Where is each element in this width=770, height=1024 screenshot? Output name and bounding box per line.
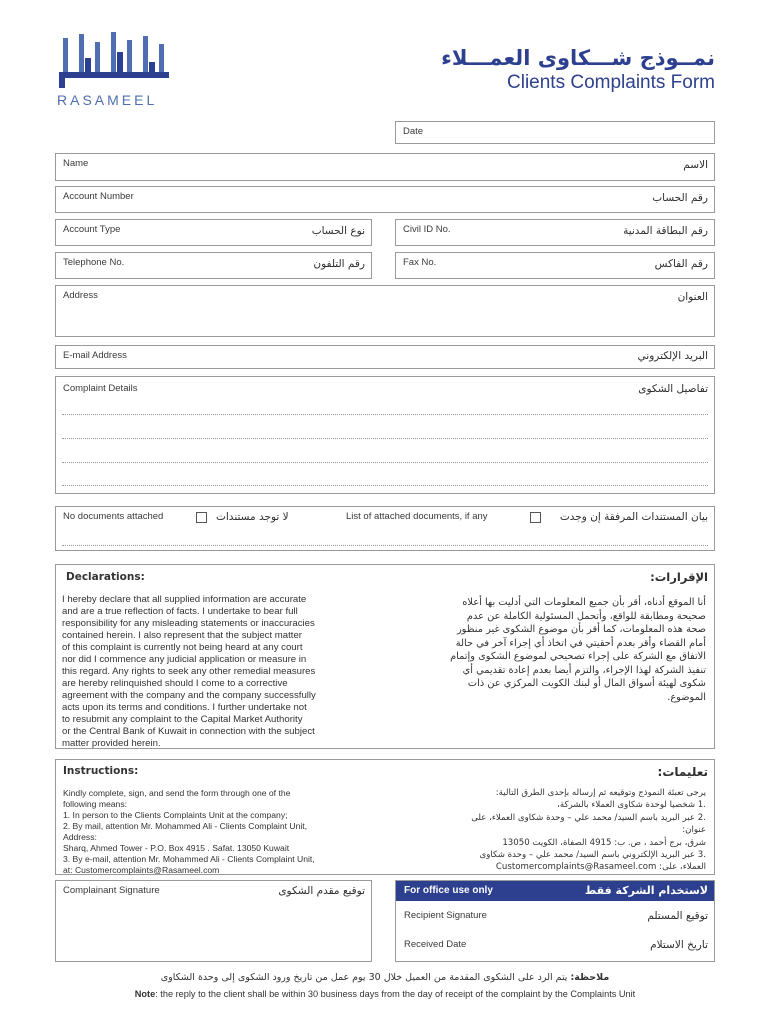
instruction-line-arabic: يرجى تعبئة النموذج وتوقيعه ثم إرساله بإحدى الطرق التالية:	[495, 788, 706, 798]
email-label: E-mail Address	[63, 350, 127, 361]
declaration-line-arabic: شكوى لهيئة أسواق المال أو لبنك الكويت المركزي عن ذات	[467, 678, 706, 689]
civil-id-field[interactable]	[395, 219, 715, 246]
declaration-line: or the Central Bank of Kuwait in connection with the subject	[62, 726, 315, 737]
email-label-arabic: البريد الإلكتروني	[637, 350, 708, 362]
civil-id-label-arabic: رقم البطاقة المدنية	[623, 225, 708, 237]
civil-id-label: Civil ID No.	[403, 224, 451, 235]
fax-field[interactable]	[395, 252, 715, 279]
footer-note-arabic-bold: ملاحظة:	[570, 972, 610, 983]
no-documents-label: No documents attached	[63, 511, 164, 522]
declaration-line: to resubmit any complaint to the Capital Market Authority	[62, 714, 303, 725]
name-field[interactable]	[55, 153, 715, 181]
declaration-line: responsibility for any misleading statements or inaccuracies	[62, 618, 315, 629]
account-number-label: Account Number	[63, 191, 134, 202]
rasameel-logo-icon	[55, 28, 175, 90]
complaint-line	[62, 438, 708, 439]
instructions-title-arabic: تعليمات:	[657, 765, 708, 779]
instruction-line-arabic: .1 شخصيا لوحدة شكاوى العملاء بالشركة،	[557, 800, 706, 811]
declaration-line: matter provided herein.	[62, 738, 161, 749]
brand-name: RASAMEEL	[57, 92, 158, 108]
footer-note-english-text: : the reply to the client shall be within 30 business days from the day of receipt of the complaint by the Complaints Unit	[155, 989, 636, 999]
account-type-label: Account Type	[63, 224, 121, 235]
complaint-line	[62, 485, 708, 486]
date-field[interactable]	[395, 121, 715, 144]
no-documents-label-arabic: لا توجد مستندات	[216, 511, 289, 523]
declarations-title-arabic: الإقرارات:	[650, 570, 708, 584]
office-use-title-arabic: لاستخدام الشركة فقط	[584, 884, 708, 897]
recipient-signature-label-arabic: توقيع المستلم	[647, 910, 708, 922]
instructions-text-en	[63, 788, 393, 876]
instruction-line-arabic: .3 عبر البريد الإلكتروني باسم السيد/ محمد علي – وحدة شكاوى	[479, 850, 706, 861]
address-label: Address	[63, 290, 98, 301]
declaration-line: of this complaint is currently not being heard at any court	[62, 642, 303, 653]
declaration-line: agreement with the company and the company successfully	[62, 690, 316, 701]
instructions-section	[55, 759, 715, 875]
complainant-signature-label-arabic: توقيع مقدم الشكوى	[278, 885, 365, 897]
complaint-details-field[interactable]	[55, 376, 715, 494]
declaration-line-arabic: تنفيذ الشركة لهذا الإجراء، والتزم أيضا بعدم إعادة تقديمي أي	[462, 664, 706, 676]
declaration-line: nor did I commence any judicial application or measure in	[62, 654, 307, 665]
title-english: Clients Complaints Form	[507, 72, 715, 93]
footer-note-english-bold: Note	[134, 989, 156, 999]
date-label: Date	[403, 126, 424, 137]
instruction-line: Address:	[63, 832, 97, 842]
instruction-line: Sharq, Ahmed Tower - P.O. Box 4915 . Safat. 13050 Kuwait	[63, 843, 290, 853]
name-label-arabic: الاسم	[683, 159, 708, 171]
address-field[interactable]	[55, 285, 715, 337]
instructions-title: Instructions:	[63, 765, 139, 777]
instruction-line: 1. In person to the Clients Complaints Unit at the company;	[63, 810, 288, 820]
complainant-signature-field[interactable]	[55, 880, 372, 962]
instruction-line: 2. By mail, attention Mr. Mohammed Ali - Clients Complaint Unit,	[63, 821, 308, 831]
attached-list-label-arabic: بيان المستندات المرفقة إن وجدت	[559, 511, 708, 523]
instruction-line-arabic: شرق، برج أحمد ، ص. ب: 4915 الصفاة، الكويت 13050	[502, 837, 706, 848]
instruction-line: 3. By e-mail, attention Mr. Mohammed Ali - Clients Complaint Unit,	[63, 854, 315, 864]
name-label: Name	[63, 158, 89, 169]
instruction-line-arabic: عنوان:	[682, 825, 706, 836]
footer-note-arabic	[0, 972, 770, 983]
complaint-line	[62, 462, 708, 463]
account-type-field[interactable]	[55, 219, 372, 246]
telephone-field[interactable]	[55, 252, 372, 279]
declaration-line: I hereby declare that all supplied information are accurate	[62, 594, 307, 605]
no-documents-checkbox[interactable]	[196, 512, 207, 523]
instruction-line-arabic: العملاء، على: Customercomplaints@Rasameel.com	[495, 862, 706, 873]
complaint-label-arabic: تفاصيل الشكوى	[638, 383, 708, 395]
fax-label: Fax No.	[403, 257, 437, 268]
declaration-line: contained herein. I also represent that the subject matter	[62, 630, 302, 641]
declarations-text-en	[62, 594, 368, 750]
instruction-line: Kindly complete, sign, and send the form through one of the	[63, 788, 291, 798]
telephone-label-arabic: رقم التلفون	[313, 258, 365, 270]
footer-note-english	[0, 989, 770, 999]
account-type-label-arabic: نوع الحساب	[311, 225, 365, 237]
declarations-section	[55, 564, 715, 749]
office-use-header	[396, 881, 714, 901]
declaration-line: and are a true reflection of facts. I undertake to bear full	[62, 606, 298, 617]
declarations-title: Declarations:	[66, 571, 145, 583]
attached-list-checkbox[interactable]	[530, 512, 541, 523]
complainant-signature-label: Complainant Signature	[63, 885, 160, 896]
received-date-label: Received Date	[404, 939, 467, 950]
declaration-line-arabic: الاتفاق مع الشركة على إجراء تصحيحي لموضوع الشكوى وإتمام	[450, 651, 706, 662]
office-use-title: For office use only	[404, 885, 493, 896]
declaration-line: are hereby relinquished should I come to a corrective	[62, 678, 288, 689]
footer-note-arabic-text: يتم الرد على الشكوى المقدمة من العميل خلال 30 يوم عمل من تاريخ ورود الشكوى إلى وحدة الشكاوى	[160, 972, 568, 983]
recipient-signature-label: Recipient Signature	[404, 910, 487, 921]
declaration-line-arabic: أمام القضاء وأقر بعدم أحقيتي في اتخاذ أي إجراء آخر في حالة	[455, 637, 706, 649]
complaint-line	[62, 414, 708, 415]
instruction-line: at: Customercomplaints@Rasameel.com	[63, 865, 220, 875]
attachments-section	[55, 506, 715, 551]
account-number-field[interactable]	[55, 186, 715, 213]
logo	[55, 28, 175, 110]
declaration-line: acts upon its terms and conditions. I further undertake not	[62, 702, 307, 713]
declaration-line-arabic: صحيحة ومطابقة للواقع، وأتحمل المسئولية الكاملة عن عدم	[466, 610, 706, 622]
title-arabic: نمــوذج شـــكاوى العمـــلاء	[441, 46, 715, 70]
office-use-section	[395, 880, 715, 962]
attached-list-label: List of attached documents, if any	[346, 511, 488, 522]
complaint-label: Complaint Details	[63, 383, 138, 394]
telephone-label: Telephone No.	[63, 257, 125, 268]
declaration-line-arabic: صحة هذه المعلومات، كما أقر بأن موضوع الشكوى غير منظور	[456, 624, 706, 635]
account-number-label-arabic: رقم الحساب	[652, 192, 708, 204]
fax-label-arabic: رقم الفاكس	[654, 258, 708, 270]
declaration-line: this regard. Any rights to seek any other remedial measures	[62, 666, 316, 677]
address-label-arabic: العنوان	[677, 291, 708, 303]
instruction-line: following means:	[63, 799, 128, 809]
instruction-line-arabic: .2 عبر البريد باسم السيد/ محمد علي – وحدة شكاوى العملاء، على	[471, 812, 706, 823]
email-field[interactable]	[55, 345, 715, 369]
declaration-line-arabic: الموضوع.	[667, 691, 706, 703]
declaration-line-arabic: أنا الموقع أدناه، أقر بأن جميع المعلومات التي أدليت بها أعلاه	[462, 597, 706, 608]
instructions-text-ar	[396, 787, 706, 874]
declarations-text-ar	[398, 596, 706, 704]
received-date-label-arabic: تاريخ الاستلام	[650, 939, 708, 951]
attachments-line	[62, 545, 708, 546]
